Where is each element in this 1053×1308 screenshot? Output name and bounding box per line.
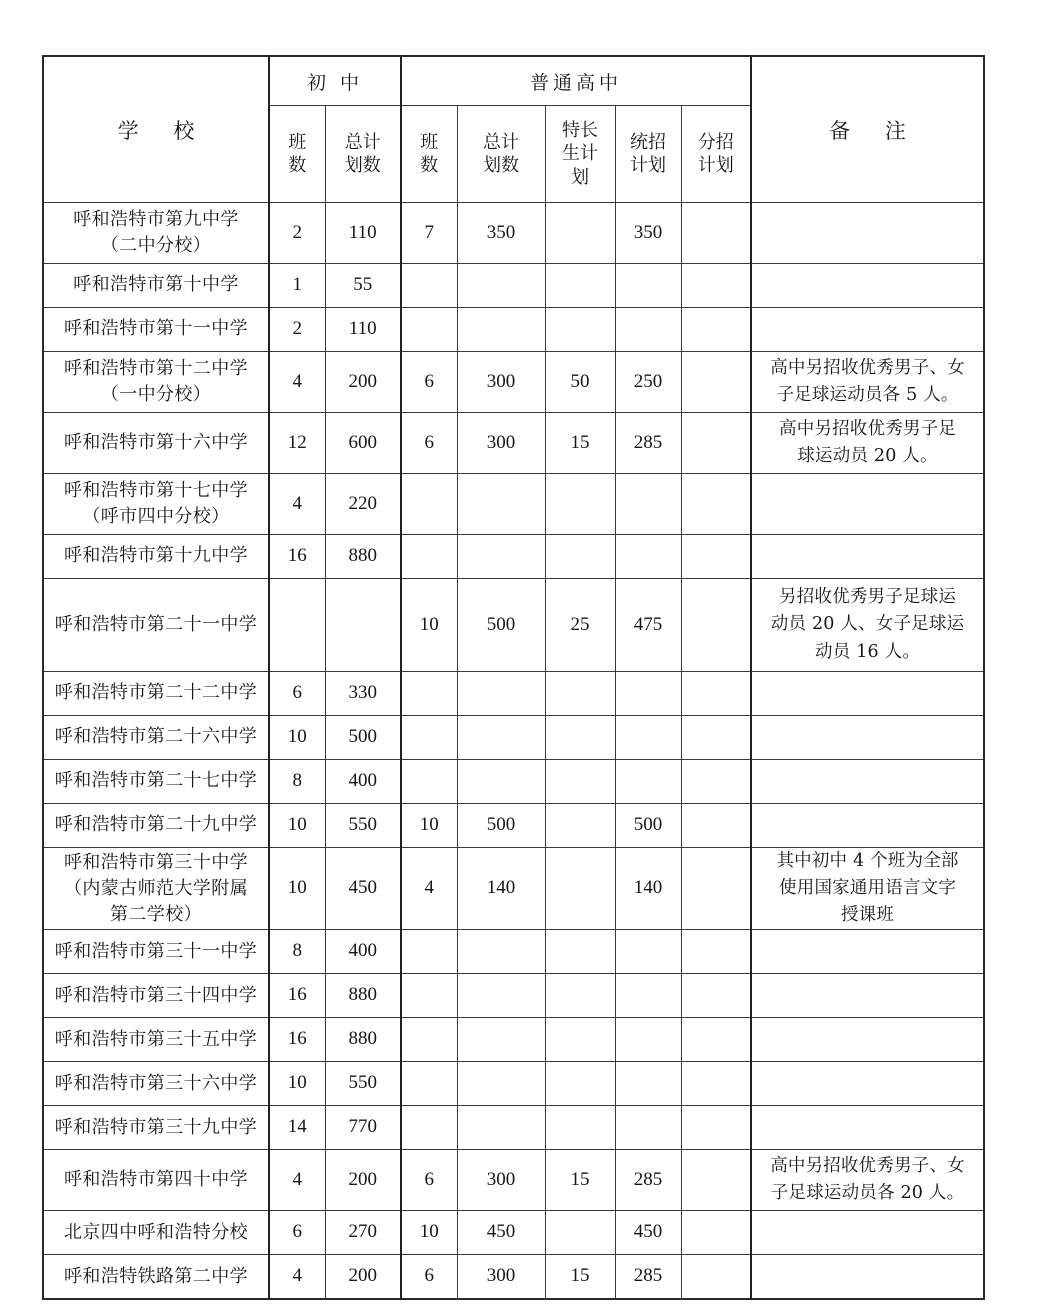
school-name-line: 呼和浩特市第十中学 bbox=[73, 274, 239, 296]
cell-school bbox=[43, 535, 269, 579]
school-name-line: （一中分校） bbox=[100, 384, 212, 405]
cell-senior-unified bbox=[615, 1018, 681, 1062]
cell-senior-allocated bbox=[681, 352, 751, 413]
table-row bbox=[43, 264, 984, 308]
cell-senior-special: 50 bbox=[545, 352, 615, 413]
cell-senior-allocated bbox=[681, 974, 751, 1018]
cell-senior-special bbox=[545, 848, 615, 930]
cell-remark bbox=[751, 1150, 984, 1211]
school-name-line: 呼和浩特市第十一中学 bbox=[64, 318, 248, 340]
cell-senior-classes bbox=[401, 1018, 457, 1062]
cell-junior-classes: 8 bbox=[269, 760, 325, 804]
cell-senior-allocated bbox=[681, 1062, 751, 1106]
cell-junior-total: 450 bbox=[325, 848, 401, 930]
cell-remark bbox=[751, 413, 984, 474]
school-name-line: 呼和浩特市第二十一中学 bbox=[54, 613, 258, 635]
cell-junior-classes: 10 bbox=[269, 804, 325, 848]
header-senior-unified bbox=[615, 106, 681, 203]
cell-senior-unified bbox=[615, 760, 681, 804]
cell-school bbox=[43, 352, 269, 413]
remark-line: 另招收优秀男子足球运 bbox=[779, 587, 957, 608]
cell-senior-unified bbox=[615, 308, 681, 352]
header-senior-special-l1: 特长 bbox=[562, 120, 599, 142]
school-name-line: 呼和浩特市第十九中学 bbox=[64, 545, 248, 567]
cell-remark bbox=[751, 716, 984, 760]
school-name-line: 呼和浩特市第二十六中学 bbox=[54, 726, 258, 748]
school-name-line: 呼和浩特市第九中学 bbox=[73, 208, 239, 230]
cell-remark bbox=[751, 930, 984, 974]
cell-senior-classes bbox=[401, 474, 457, 535]
table-row bbox=[43, 1106, 984, 1150]
school-name-line: 呼和浩特市第四十中学 bbox=[64, 1169, 248, 1191]
cell-senior-total bbox=[457, 474, 545, 535]
school-name-line: 第二学校） bbox=[110, 903, 202, 925]
cell-remark bbox=[751, 672, 984, 716]
cell-school bbox=[43, 203, 269, 264]
header-senior-unified-l2: 计划 bbox=[630, 155, 667, 176]
cell-remark bbox=[751, 1062, 984, 1106]
cell-senior-unified: 500 bbox=[615, 804, 681, 848]
cell-senior-classes bbox=[401, 760, 457, 804]
cell-senior-classes bbox=[401, 930, 457, 974]
table-row bbox=[43, 203, 984, 264]
cell-junior-total: 55 bbox=[325, 264, 401, 308]
cell-senior-classes bbox=[401, 1062, 457, 1106]
cell-senior-classes: 10 bbox=[401, 804, 457, 848]
cell-senior-unified bbox=[615, 1062, 681, 1106]
cell-senior-unified: 350 bbox=[615, 203, 681, 264]
cell-senior-special bbox=[545, 1062, 615, 1106]
table-row bbox=[43, 804, 984, 848]
header-group-junior: 初 中 bbox=[269, 56, 401, 106]
header-remark: 备 注 bbox=[751, 56, 984, 203]
cell-school bbox=[43, 716, 269, 760]
cell-remark bbox=[751, 1255, 984, 1299]
cell-senior-allocated bbox=[681, 848, 751, 930]
enrollment-plan-table-container bbox=[42, 55, 965, 1300]
cell-school bbox=[43, 930, 269, 974]
cell-senior-total bbox=[457, 264, 545, 308]
cell-senior-special: 15 bbox=[545, 1255, 615, 1299]
cell-junior-classes: 1 bbox=[269, 264, 325, 308]
school-name-line: （呼市四中分校） bbox=[82, 506, 230, 527]
school-name-line: （内蒙古师范大学附属 bbox=[64, 877, 248, 899]
cell-senior-classes bbox=[401, 716, 457, 760]
school-name-line: （二中分校） bbox=[100, 235, 212, 256]
cell-senior-total bbox=[457, 760, 545, 804]
cell-senior-special bbox=[545, 804, 615, 848]
header-senior-total-l2: 划数 bbox=[483, 155, 520, 176]
cell-senior-total: 300 bbox=[457, 1150, 545, 1211]
remark-line: 子足球运动员各 5 人。 bbox=[776, 385, 959, 405]
cell-junior-total: 200 bbox=[325, 1150, 401, 1211]
cell-junior-classes: 6 bbox=[269, 672, 325, 716]
school-name-line: 呼和浩特市第十七中学 bbox=[64, 479, 248, 501]
header-junior-total bbox=[325, 106, 401, 203]
header-senior-classes-l1: 班 bbox=[420, 131, 439, 153]
cell-senior-special bbox=[545, 1106, 615, 1150]
cell-senior-special bbox=[545, 1211, 615, 1255]
cell-senior-classes: 7 bbox=[401, 203, 457, 264]
remark-line: 高中另招收优秀男子、女 bbox=[770, 357, 965, 378]
header-senior-total-l1: 总计 bbox=[483, 131, 520, 153]
remark-line: 动员 20 人、女子足球运 bbox=[770, 614, 965, 635]
remark-line: 使用国家通用语言文字 bbox=[779, 878, 957, 899]
header-group-row bbox=[43, 56, 984, 106]
cell-senior-unified bbox=[615, 930, 681, 974]
remark-line: 动员 16 人。 bbox=[815, 641, 921, 662]
cell-senior-allocated bbox=[681, 1018, 751, 1062]
cell-senior-unified: 285 bbox=[615, 1150, 681, 1211]
cell-junior-classes: 12 bbox=[269, 413, 325, 474]
cell-senior-total bbox=[457, 930, 545, 974]
cell-junior-classes: 16 bbox=[269, 1018, 325, 1062]
cell-senior-total: 300 bbox=[457, 352, 545, 413]
cell-remark bbox=[751, 474, 984, 535]
cell-remark bbox=[751, 579, 984, 672]
cell-junior-classes: 16 bbox=[269, 974, 325, 1018]
cell-senior-classes bbox=[401, 308, 457, 352]
cell-senior-classes bbox=[401, 672, 457, 716]
cell-senior-unified: 475 bbox=[615, 579, 681, 672]
cell-junior-total: 400 bbox=[325, 760, 401, 804]
cell-senior-allocated bbox=[681, 1255, 751, 1299]
table-row bbox=[43, 535, 984, 579]
cell-senior-special bbox=[545, 760, 615, 804]
cell-junior-classes: 6 bbox=[269, 1211, 325, 1255]
cell-senior-special bbox=[545, 308, 615, 352]
cell-senior-special bbox=[545, 716, 615, 760]
cell-junior-total: 550 bbox=[325, 1062, 401, 1106]
school-name-line: 呼和浩特市第三十一中学 bbox=[54, 940, 258, 962]
cell-remark bbox=[751, 1106, 984, 1150]
cell-junior-total: 550 bbox=[325, 804, 401, 848]
cell-school bbox=[43, 1062, 269, 1106]
remark-line: 高中另招收优秀男子、女 bbox=[770, 1156, 965, 1177]
cell-senior-allocated bbox=[681, 535, 751, 579]
cell-remark bbox=[751, 848, 984, 930]
school-name-line: 呼和浩特市第三十四中学 bbox=[54, 984, 258, 1006]
cell-senior-allocated bbox=[681, 672, 751, 716]
school-name-line: 呼和浩特市第二十九中学 bbox=[54, 814, 258, 836]
cell-school bbox=[43, 1106, 269, 1150]
cell-senior-unified: 285 bbox=[615, 1255, 681, 1299]
header-school: 学 校 bbox=[43, 56, 269, 203]
cell-senior-allocated bbox=[681, 203, 751, 264]
cell-remark bbox=[751, 203, 984, 264]
cell-remark bbox=[751, 1018, 984, 1062]
remark-line: 其中初中 4 个班为全部 bbox=[776, 851, 959, 871]
cell-junior-total: 220 bbox=[325, 474, 401, 535]
cell-senior-special: 25 bbox=[545, 579, 615, 672]
cell-junior-total: 880 bbox=[325, 535, 401, 579]
table-row bbox=[43, 716, 984, 760]
school-name-line: 呼和浩特铁路第二中学 bbox=[64, 1265, 248, 1287]
school-name-line: 呼和浩特市第二十七中学 bbox=[54, 770, 258, 792]
cell-junior-total: 330 bbox=[325, 672, 401, 716]
cell-junior-total: 600 bbox=[325, 413, 401, 474]
header-junior-classes bbox=[269, 106, 325, 203]
cell-senior-unified bbox=[615, 1106, 681, 1150]
cell-senior-allocated bbox=[681, 579, 751, 672]
cell-junior-total: 500 bbox=[325, 716, 401, 760]
cell-remark bbox=[751, 264, 984, 308]
header-senior-unified-l1: 统招 bbox=[630, 131, 667, 153]
table-row bbox=[43, 930, 984, 974]
cell-junior-classes: 10 bbox=[269, 716, 325, 760]
remark-line: 高中另招收优秀男子足 bbox=[779, 418, 957, 439]
cell-senior-classes: 6 bbox=[401, 352, 457, 413]
cell-junior-classes: 14 bbox=[269, 1106, 325, 1150]
cell-senior-classes bbox=[401, 1106, 457, 1150]
header-senior-special-l2: 生计 bbox=[562, 143, 599, 165]
header-senior-total bbox=[457, 106, 545, 203]
cell-junior-classes: 2 bbox=[269, 203, 325, 264]
header-senior-allocated bbox=[681, 106, 751, 203]
cell-senior-total bbox=[457, 974, 545, 1018]
cell-school bbox=[43, 848, 269, 930]
cell-senior-total: 500 bbox=[457, 804, 545, 848]
cell-remark bbox=[751, 804, 984, 848]
header-group-senior: 普通高中 bbox=[401, 56, 751, 106]
cell-school bbox=[43, 1255, 269, 1299]
table-row bbox=[43, 848, 984, 930]
cell-school bbox=[43, 804, 269, 848]
cell-junior-total: 270 bbox=[325, 1211, 401, 1255]
cell-senior-classes: 4 bbox=[401, 848, 457, 930]
cell-junior-total bbox=[325, 579, 401, 672]
cell-school bbox=[43, 760, 269, 804]
header-junior-classes-l2: 数 bbox=[288, 155, 307, 176]
cell-junior-classes: 4 bbox=[269, 1150, 325, 1211]
cell-senior-total bbox=[457, 1106, 545, 1150]
cell-remark bbox=[751, 535, 984, 579]
cell-school bbox=[43, 413, 269, 474]
cell-senior-allocated bbox=[681, 930, 751, 974]
cell-school bbox=[43, 672, 269, 716]
header-junior-classes-l1: 班 bbox=[288, 131, 307, 153]
table-row bbox=[43, 1150, 984, 1211]
enrollment-plan-table bbox=[42, 55, 985, 1300]
cell-senior-classes: 10 bbox=[401, 579, 457, 672]
cell-junior-classes: 8 bbox=[269, 930, 325, 974]
cell-senior-unified: 450 bbox=[615, 1211, 681, 1255]
remark-line: 授课班 bbox=[840, 905, 895, 926]
cell-senior-unified bbox=[615, 535, 681, 579]
cell-school bbox=[43, 474, 269, 535]
cell-senior-classes bbox=[401, 264, 457, 308]
table-row bbox=[43, 308, 984, 352]
cell-senior-allocated bbox=[681, 474, 751, 535]
remark-line: 球运动员 20 人。 bbox=[797, 446, 938, 466]
cell-junior-classes bbox=[269, 579, 325, 672]
cell-senior-total: 140 bbox=[457, 848, 545, 930]
cell-junior-classes: 4 bbox=[269, 352, 325, 413]
school-name-line: 呼和浩特市第十六中学 bbox=[64, 431, 248, 453]
cell-junior-classes: 4 bbox=[269, 1255, 325, 1299]
cell-senior-special bbox=[545, 474, 615, 535]
cell-school bbox=[43, 974, 269, 1018]
cell-junior-total: 400 bbox=[325, 930, 401, 974]
school-name-line: 呼和浩特市第三十九中学 bbox=[54, 1116, 258, 1138]
remark-line: 子足球运动员各 20 人。 bbox=[770, 1183, 965, 1204]
table-row bbox=[43, 1255, 984, 1299]
cell-senior-special bbox=[545, 264, 615, 308]
cell-remark bbox=[751, 974, 984, 1018]
cell-senior-total bbox=[457, 716, 545, 760]
cell-senior-allocated bbox=[681, 760, 751, 804]
cell-junior-total: 110 bbox=[325, 308, 401, 352]
table-row bbox=[43, 1062, 984, 1106]
cell-remark bbox=[751, 352, 984, 413]
table-body bbox=[43, 203, 984, 1299]
table-row bbox=[43, 579, 984, 672]
cell-school bbox=[43, 1211, 269, 1255]
cell-junior-total: 110 bbox=[325, 203, 401, 264]
cell-senior-classes: 10 bbox=[401, 1211, 457, 1255]
cell-senior-unified: 250 bbox=[615, 352, 681, 413]
cell-junior-classes: 10 bbox=[269, 1062, 325, 1106]
cell-remark bbox=[751, 760, 984, 804]
cell-senior-special bbox=[545, 672, 615, 716]
cell-senior-unified bbox=[615, 474, 681, 535]
cell-school bbox=[43, 308, 269, 352]
cell-senior-total bbox=[457, 672, 545, 716]
cell-junior-classes: 2 bbox=[269, 308, 325, 352]
table-row bbox=[43, 1018, 984, 1062]
header-senior-special-l3: 划 bbox=[571, 166, 590, 188]
cell-remark bbox=[751, 1211, 984, 1255]
school-name-line: 呼和浩特市第三十中学 bbox=[64, 851, 248, 873]
cell-senior-allocated bbox=[681, 804, 751, 848]
cell-senior-allocated bbox=[681, 716, 751, 760]
cell-junior-classes: 10 bbox=[269, 848, 325, 930]
cell-senior-classes: 6 bbox=[401, 1150, 457, 1211]
header-junior-total-l2: 划数 bbox=[344, 155, 381, 176]
cell-senior-total: 350 bbox=[457, 203, 545, 264]
cell-senior-total: 450 bbox=[457, 1211, 545, 1255]
cell-junior-total: 880 bbox=[325, 974, 401, 1018]
cell-senior-special bbox=[545, 974, 615, 1018]
table-row bbox=[43, 760, 984, 804]
cell-senior-special bbox=[545, 203, 615, 264]
header-senior-allocated-l2: 计划 bbox=[697, 155, 734, 176]
cell-senior-unified bbox=[615, 264, 681, 308]
cell-senior-allocated bbox=[681, 1150, 751, 1211]
header-senior-allocated-l1: 分招 bbox=[697, 131, 734, 153]
cell-senior-allocated bbox=[681, 1106, 751, 1150]
cell-senior-allocated bbox=[681, 413, 751, 474]
cell-senior-allocated bbox=[681, 1211, 751, 1255]
cell-senior-special bbox=[545, 1018, 615, 1062]
cell-junior-total: 770 bbox=[325, 1106, 401, 1150]
cell-senior-unified bbox=[615, 672, 681, 716]
cell-senior-allocated bbox=[681, 308, 751, 352]
table-row bbox=[43, 413, 984, 474]
table-header bbox=[43, 56, 984, 203]
table-row bbox=[43, 1211, 984, 1255]
cell-senior-allocated bbox=[681, 264, 751, 308]
table-row bbox=[43, 352, 984, 413]
school-name-line: 呼和浩特市第三十五中学 bbox=[54, 1028, 258, 1050]
cell-junior-classes: 16 bbox=[269, 535, 325, 579]
cell-school bbox=[43, 1018, 269, 1062]
school-name-line: 北京四中呼和浩特分校 bbox=[64, 1221, 248, 1243]
cell-junior-total: 200 bbox=[325, 352, 401, 413]
header-junior-total-l1: 总计 bbox=[344, 131, 381, 153]
header-senior-classes-l2: 数 bbox=[420, 155, 439, 176]
cell-school bbox=[43, 579, 269, 672]
cell-senior-total bbox=[457, 535, 545, 579]
cell-senior-classes: 6 bbox=[401, 413, 457, 474]
cell-senior-unified: 285 bbox=[615, 413, 681, 474]
cell-senior-total: 300 bbox=[457, 1255, 545, 1299]
cell-junior-classes: 4 bbox=[269, 474, 325, 535]
cell-junior-total: 200 bbox=[325, 1255, 401, 1299]
cell-senior-total bbox=[457, 1062, 545, 1106]
school-name-line: 呼和浩特市第三十六中学 bbox=[54, 1072, 258, 1094]
cell-senior-total: 500 bbox=[457, 579, 545, 672]
cell-senior-unified: 140 bbox=[615, 848, 681, 930]
cell-senior-special: 15 bbox=[545, 1150, 615, 1211]
cell-junior-total: 880 bbox=[325, 1018, 401, 1062]
school-name-line: 呼和浩特市第十二中学 bbox=[64, 357, 248, 379]
cell-senior-total bbox=[457, 1018, 545, 1062]
cell-senior-total bbox=[457, 308, 545, 352]
cell-senior-unified bbox=[615, 974, 681, 1018]
cell-senior-classes: 6 bbox=[401, 1255, 457, 1299]
table-row bbox=[43, 474, 984, 535]
cell-senior-special: 15 bbox=[545, 413, 615, 474]
cell-senior-special bbox=[545, 535, 615, 579]
cell-senior-classes bbox=[401, 974, 457, 1018]
table-row bbox=[43, 974, 984, 1018]
cell-senior-special bbox=[545, 930, 615, 974]
header-senior-special bbox=[545, 106, 615, 203]
cell-school bbox=[43, 1150, 269, 1211]
school-name-line: 呼和浩特市第二十二中学 bbox=[54, 682, 258, 704]
cell-senior-total: 300 bbox=[457, 413, 545, 474]
cell-senior-classes bbox=[401, 535, 457, 579]
cell-school bbox=[43, 264, 269, 308]
cell-senior-unified bbox=[615, 716, 681, 760]
table-row bbox=[43, 672, 984, 716]
header-senior-classes bbox=[401, 106, 457, 203]
cell-remark bbox=[751, 308, 984, 352]
